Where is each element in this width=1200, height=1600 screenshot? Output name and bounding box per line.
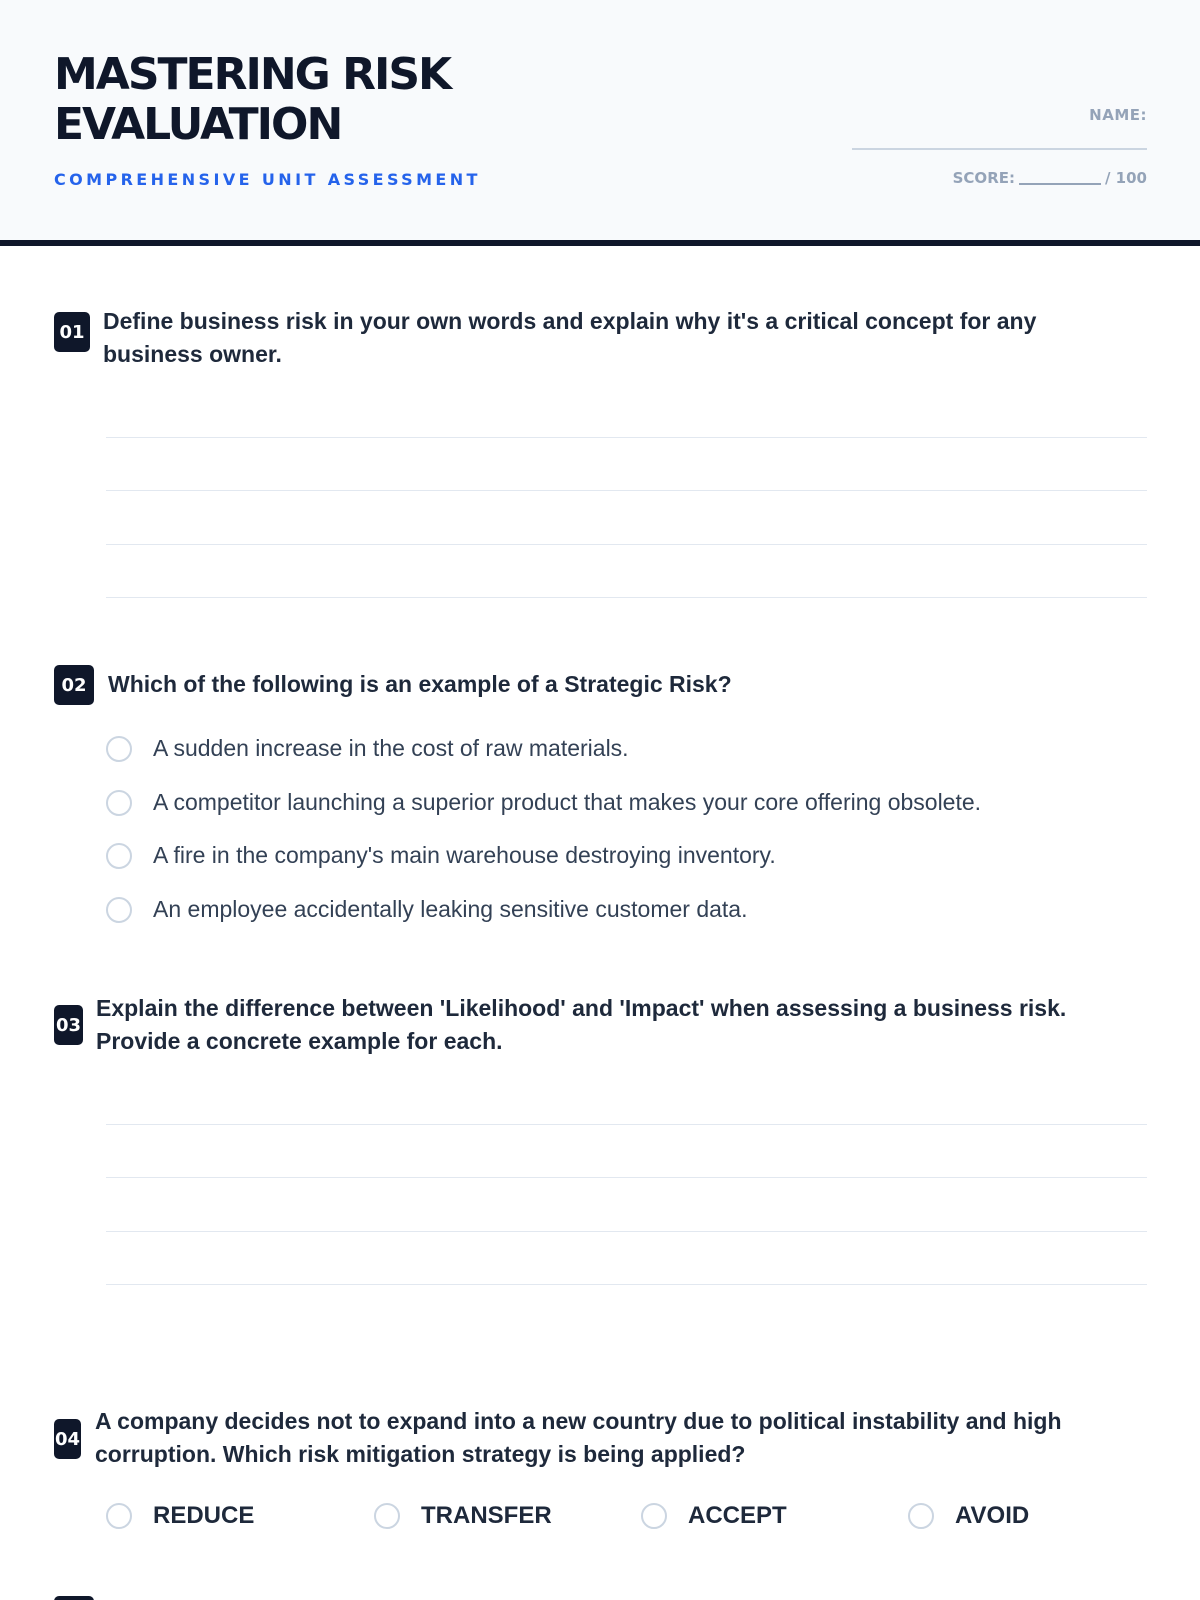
answer-line[interactable] [106, 1284, 1147, 1285]
answer-line[interactable] [106, 1177, 1147, 1178]
name-field[interactable] [852, 148, 1147, 150]
question-number-badge: 01 [54, 312, 90, 352]
score-label: SCORE: [952, 169, 1015, 187]
option-label: A sudden increase in the cost of raw materials. [153, 735, 629, 761]
radio-button[interactable] [106, 897, 132, 923]
option-label: ACCEPT [688, 1502, 787, 1529]
answer-line[interactable] [106, 437, 1147, 438]
answer-option[interactable] [374, 1502, 552, 1530]
question-number-badge: 02 [54, 665, 94, 705]
option-label: An employee accidentally leaking sensitive customer data. [153, 896, 748, 922]
answer-option[interactable] [106, 789, 981, 816]
option-label: A competitor launching a superior product that makes your core offering obsolete. [153, 789, 982, 815]
answer-option[interactable] [106, 735, 629, 762]
radio-button[interactable] [106, 736, 132, 762]
radio-button[interactable] [374, 1503, 400, 1529]
answer-option[interactable] [106, 842, 776, 869]
answer-line[interactable] [106, 1124, 1147, 1125]
answer-option[interactable] [106, 896, 748, 923]
score-total: / 100 [1104, 169, 1147, 187]
radio-button[interactable] [106, 1503, 132, 1529]
question-number-badge [54, 1596, 94, 1600]
question-text: A company decides not to expand into a new country due to political instability and high corruption. Which risk mitigation strategy is being applied? [95, 1408, 1062, 1467]
page-title: MASTERING RISK EVALUATION [54, 49, 451, 150]
radio-button[interactable] [106, 843, 132, 869]
radio-button[interactable] [908, 1503, 934, 1529]
option-label: REDUCE [153, 1502, 255, 1529]
page-subtitle: COMPREHENSIVE UNIT ASSESSMENT [54, 170, 481, 189]
option-label: AVOID [955, 1502, 1030, 1529]
answer-line[interactable] [106, 1231, 1147, 1232]
answer-option[interactable] [908, 1502, 1029, 1530]
answer-line[interactable] [106, 597, 1147, 598]
answer-option[interactable] [641, 1502, 787, 1530]
name-label: NAME: [1089, 106, 1147, 124]
score-row [953, 169, 1147, 187]
answer-line[interactable] [106, 544, 1147, 545]
question-text: Explain the difference between 'Likelihood' and 'Impact' when assessing a business risk. Provide a concrete example for each. [96, 995, 1067, 1054]
assessment-header [0, 0, 1200, 246]
radio-button[interactable] [641, 1503, 667, 1529]
option-label: TRANSFER [421, 1502, 552, 1529]
answer-line[interactable] [106, 490, 1147, 491]
answer-option[interactable] [106, 1502, 254, 1530]
question-number-badge: 03 [54, 1005, 83, 1045]
question-number-badge: 04 [54, 1419, 81, 1459]
radio-button[interactable] [106, 790, 132, 816]
question-text: Define business risk in your own words and explain why it's a critical concept for any business owner. [103, 308, 1037, 367]
option-label: A fire in the company's main warehouse destroying inventory. [153, 842, 776, 868]
score-field[interactable] [1019, 171, 1101, 185]
question-text: Which of the following is an example of a Strategic Risk? [108, 671, 732, 697]
